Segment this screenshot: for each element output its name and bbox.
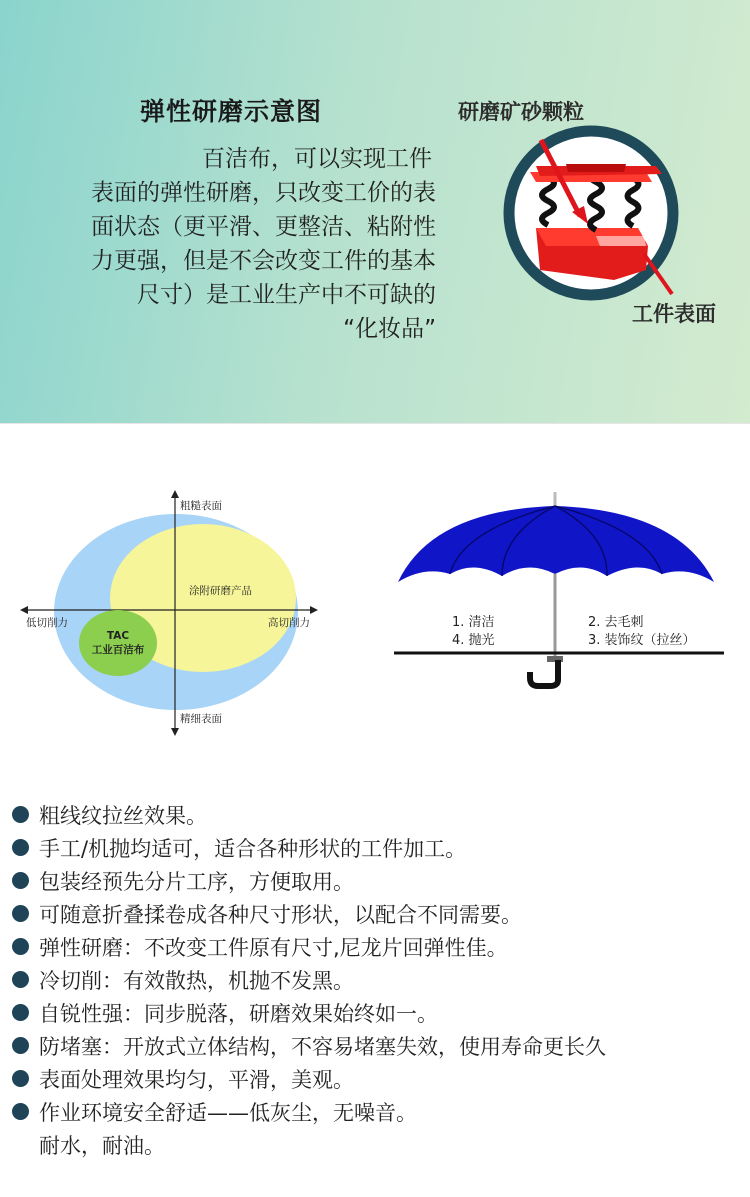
hero-line: 尺寸）是工业生产中不可缺的 [137,282,436,308]
hero-title: 弹性研磨示意图 [140,97,323,126]
feature-item [12,864,742,897]
bullet-dot-icon [12,839,29,856]
feature-item [12,1029,742,1062]
hero-line: 面状态（更平滑、更整洁、粘附性 [91,214,436,240]
feature-text: 耐水，耐油。 [39,1133,165,1158]
axis-label-top: 粗糙表面 [180,500,222,512]
yellow-area-label: 涂附研磨产品 [189,585,252,597]
axis-arrow-right [310,606,318,614]
feature-list [12,798,742,1161]
hero-line: “化妆品” [343,316,436,342]
feature-item [12,831,742,864]
feature-text: 作业环境安全舒适——低灰尘，无噪音。 [39,1100,417,1125]
feature-text: 粗线纹拉丝效果。 [39,803,207,828]
green-tac-area [79,610,157,676]
hero-line: 力更强，但是不会改变工件的基本 [91,248,436,274]
feature-item [12,996,742,1029]
green-area-label-1: TAC [106,630,130,642]
hero-description [44,142,436,346]
elastic-grinding-illustration [496,120,696,310]
abrasive-grit [530,164,662,182]
bullet-dot-icon [12,1037,29,1054]
hero-line: 百洁布，可以实现工件 [202,146,432,172]
feature-text: 冷切削：有效散热，机抛不发黑。 [39,968,354,993]
umbrella-canopy [398,506,714,582]
umbrella-illustration [392,490,732,690]
umbrella-function-4: 4. 抛光 [452,633,495,648]
feature-item [12,897,742,930]
bullet-dot-icon [12,971,29,988]
feature-text: 手工/机抛均适可，适合各种形状的工件加工。 [39,836,467,861]
axis-arrow-up [171,490,179,498]
feature-item [12,1062,742,1095]
abrasive-positioning-diagram [18,488,328,738]
hero-line: 表面的弹性研磨，只改变工价的表 [91,180,436,206]
feature-text: 自锐性强：同步脱落，研磨效果始终如一。 [39,1001,438,1026]
axis-label-right: 高切削力 [268,617,310,629]
bullet-dot-icon [12,806,29,823]
bullet-dot-icon [12,1103,29,1120]
feature-item [12,798,742,831]
feature-item [12,1095,742,1128]
bullet-dot-icon [12,1070,29,1087]
axis-label-bottom: 精细表面 [180,713,222,725]
feature-text: 可随意折叠揉卷成各种尺寸形状，以配合不同需要。 [39,902,522,927]
feature-text: 弹性研磨：不改变工件原有尺寸,尼龙片回弹性佳。 [39,935,508,960]
umbrella-function-2: 2. 去毛刺 [588,615,644,630]
feature-item [12,930,742,963]
feature-item-continuation [12,1128,742,1161]
green-area-label-2: 工业百洁布 [91,644,145,656]
feature-item [12,963,742,996]
feature-text: 包装经预先分片工序，方便取用。 [39,869,354,894]
workpiece-surface-label: 工件表面 [632,302,716,326]
umbrella-function-1: 1. 清洁 [452,615,495,630]
bullet-dot-icon [12,938,29,955]
axis-arrow-left [20,606,28,614]
hero-banner [0,0,750,423]
axis-label-left: 低切削力 [26,617,68,629]
grit-particle-label: 研磨矿砂颗粒 [458,100,584,124]
axis-arrow-down [171,728,179,736]
umbrella-handle [530,660,558,686]
feature-text: 表面处理效果均匀，平滑，美观。 [39,1067,354,1092]
bullet-dot-icon [12,905,29,922]
bullet-dot-icon [12,1004,29,1021]
feature-text: 防堵塞：开放式立体结构，不容易堵塞失效，使用寿命更长久 [39,1034,606,1059]
section-divider [0,423,750,424]
umbrella-function-3: 3. 装饰纹（拉丝） [588,633,696,648]
bullet-dot-icon [12,872,29,889]
